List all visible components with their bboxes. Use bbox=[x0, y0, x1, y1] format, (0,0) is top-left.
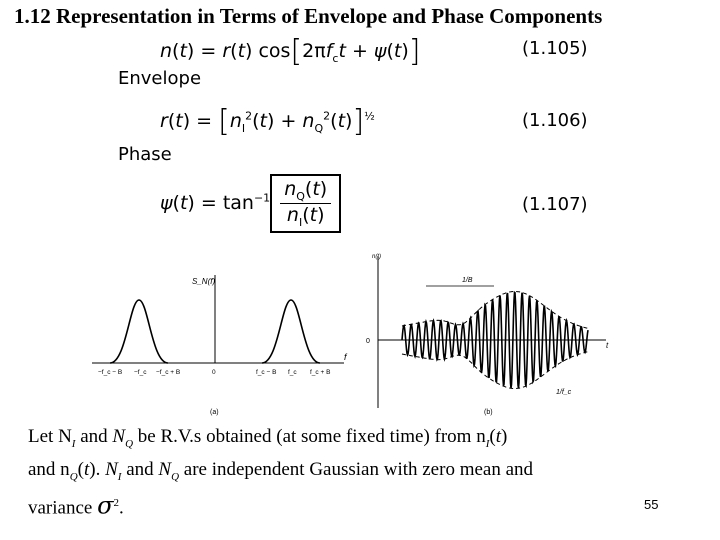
spectrum-tick-label: f_c − B bbox=[256, 369, 277, 376]
waveform-figure bbox=[366, 248, 614, 420]
waveform-y-label: n(t) bbox=[372, 254, 381, 260]
body-paragraph bbox=[28, 424, 708, 521]
body-line-2: and $n_Q(t)$. $N_I$ and $N_Q$ are independent Gaussian with zero mean and bbox=[28, 458, 534, 483]
spectrum-lobe-negative bbox=[110, 300, 168, 363]
envelope-label: Envelope bbox=[118, 68, 202, 89]
equation-number-1-105: (1.105) bbox=[522, 38, 588, 59]
equation-number-1-106: (1.106) bbox=[522, 110, 588, 131]
equation-number-1-107: (1.107) bbox=[522, 194, 588, 215]
equation-1-106: $r(t) = [n_I^2(t) + n_Q^2(t)]^{\frac{1}{2}}$ bbox=[160, 104, 375, 139]
waveform-top-marker-label: 1/B bbox=[462, 277, 473, 284]
spectrum-figure bbox=[88, 250, 378, 420]
slide-title: 1.12 Representation in Terms of Envelope and Phase Components bbox=[14, 4, 603, 28]
phase-label: Phase bbox=[118, 144, 172, 165]
waveform-caption: (b) bbox=[484, 409, 493, 416]
waveform-bottom-marker-label: 1/f_c bbox=[556, 389, 572, 396]
body-line-1: Let $N_I$ and $N_Q$ be R.V.s obtained (at some fixed time) from $n_I(t)$ bbox=[28, 426, 508, 450]
page-number: 55 bbox=[644, 497, 659, 512]
spectrum-tick-label: f_c bbox=[288, 369, 297, 376]
spectrum-y-label: S_N(f) bbox=[192, 277, 216, 286]
spectrum-tick-label: −f_c − B bbox=[98, 369, 123, 376]
waveform-zero-label: 0 bbox=[366, 338, 370, 345]
spectrum-tick-label: −f_c + B bbox=[156, 369, 181, 376]
body-line-3: variance $\sigma^2$. bbox=[28, 490, 124, 519]
spectrum-lobe-positive bbox=[262, 300, 320, 363]
equation-1-107: $\psi(t) = \tan^{-1}$ $\frac{n_Q(t)}{n_I(t)}$ bbox=[160, 174, 341, 233]
spectrum-tick-label: 0 bbox=[212, 369, 216, 376]
waveform-x-label: t bbox=[606, 341, 609, 350]
spectrum-tick-label: f_c + B bbox=[310, 369, 331, 376]
spectrum-caption: (a) bbox=[210, 409, 219, 416]
spectrum-x-label: f bbox=[344, 352, 347, 362]
equation-1-105: n(t) = r(t) $\cos[2\pi f_ct + \psi(t)]$ bbox=[160, 34, 421, 69]
spectrum-tick-label: −f_c bbox=[134, 369, 147, 376]
